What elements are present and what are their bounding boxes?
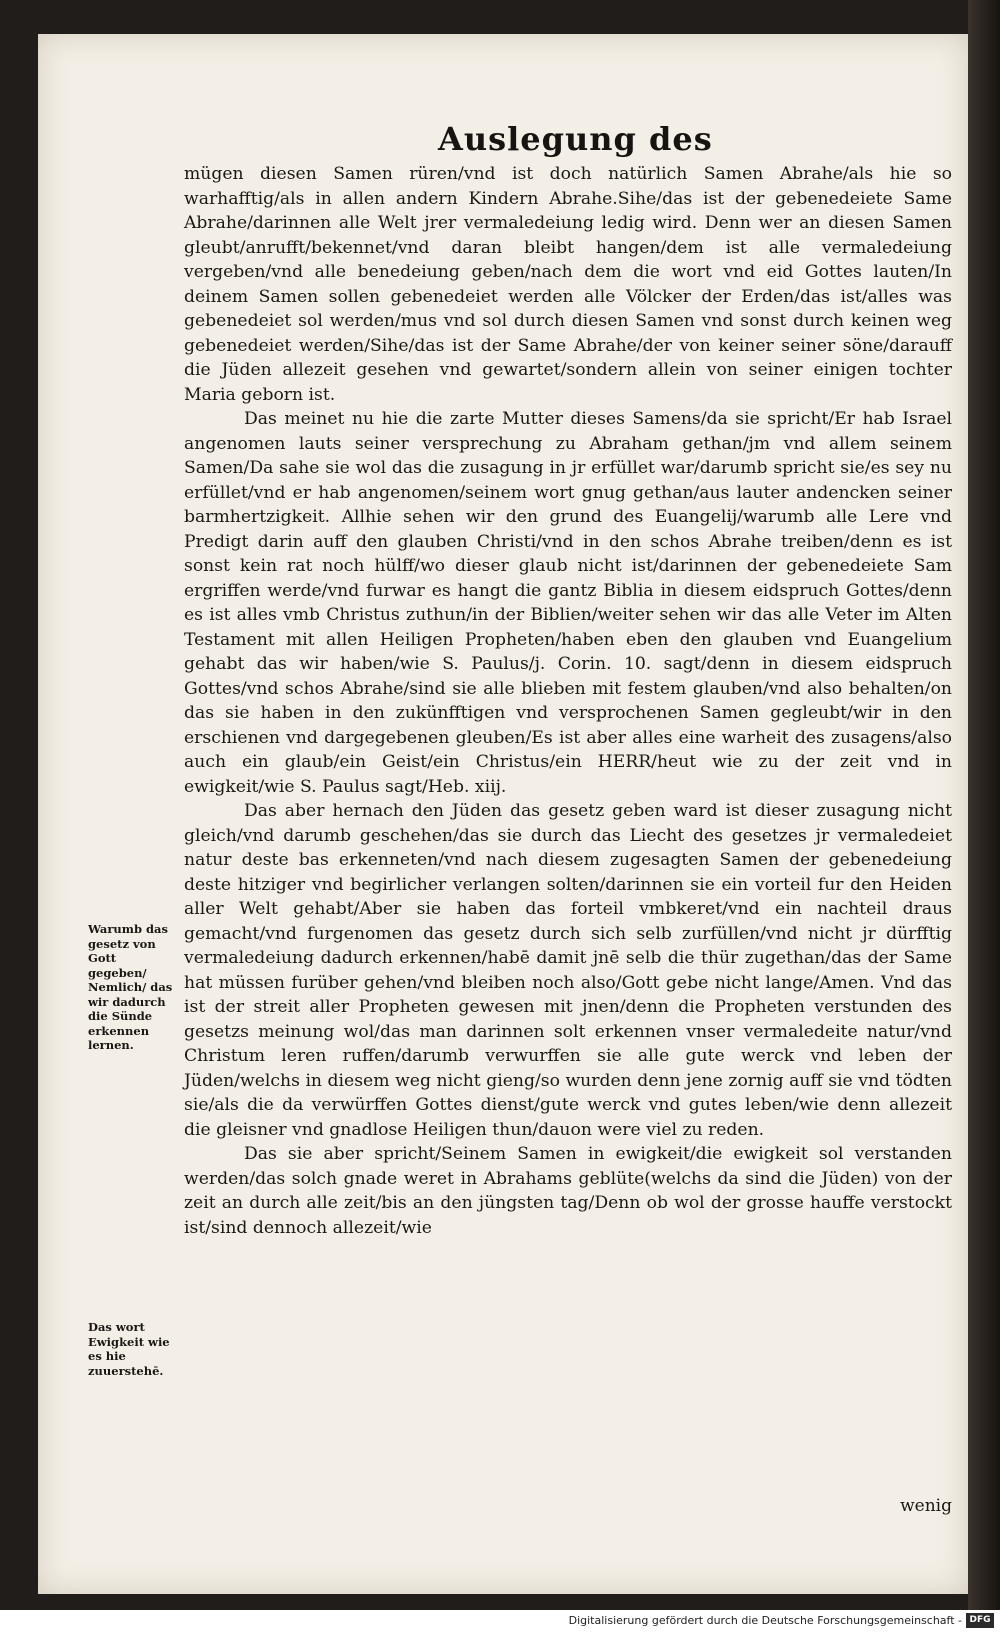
- paragraph: Das meinet nu hie die zarte Mutter dieses Samens/da sie spricht/Er hab Israel angenomen lauts seiner versprechung zu Abraham gethan/jm vnd allem seinem Samen/Da sahe sie wol das die zusagung in jr erfüllet war/darumb spricht sie/es sey nu erfüllet/vnd er hab angenomen/seinem wort gnug gethan/aus lauter andencken seiner barmhertzigkeit. Allhie sehen wir den grund des Euangelij/warumb alle Lere vnd Predigt darin auff den glauben Christi/vnd in den schos Abrahe treiben/denn es ist sonst kein rat noch hülff/wo dieser glaub nicht ist/darinnen der gebenedeiete Sam ergriffen werde/vnd furwar es hangt die gantz Biblia in diesem eidspruch Gottes/denn es ist alles vmb Christus zuthun/in der Biblien/weiter sehen wir das alle Veter im Alten Testament mit allen Heiligen Propheten/haben eben den glauben vnd Euangelium gehabt das wir haben/wie S. Paulus/j. Corin. 10. sagt/denn in diesem eidspruch Gottes/vnd schos Abrahe/sind sie alle blieben mit festem glauben/vnd also behalten/on das sie haben in den zukünfftigen vnd versprochenen Samen gegleubt/wir in den erschienen vnd dargegebenen gleuben/Es ist aber alles eine warheit des zusagens/also auch ein glaub/ein Geist/ein Christus/ein HERR/heut wie zu der zeit vnd in ewigkeit/wie S. Paulus sagt/Heb. xiij.: [184, 409, 952, 797]
- funding-credit: Digitalisierung gefördert durch die Deutsche Forschungsgemeinschaft -: [568, 1614, 962, 1627]
- paragraph: Das sie aber spricht/Seinem Samen in ewigkeit/die ewigkeit sol verstanden werden/das solch gnade weret in Abrahams geblüte(welchs da sind die Jüden) von der zeit an durch alle zeit/bis an den jüngsten tag/Denn ob wol der grosse hauffe verstockt ist/sind dennoch allezeit/wie: [184, 1144, 952, 1238]
- marginal-note: Das wort Ewigkeit wie es hie zuuerstehē.: [88, 1320, 170, 1378]
- catchword: wenig: [900, 1496, 952, 1516]
- book-spine-edge: [968, 0, 1000, 1610]
- paragraph: mügen diesen Samen rüren/vnd ist doch natürlich Samen Abrahe/als hie so warhafftig/als in allen andern Kindern Abrahe.Sihe/das ist der gebenedeiete Same Abrahe/darinnen alle Welt jrer vermaledeiung ledig wird. Denn wer an diesen Samen gleubt/anrufft/bekennet/vnd daran bleibt hangen/dem ist alle vermaledeiung vergeben/vnd alle benedeiung geben/nach dem die wort vnd eid Gottes lauten/In deinem Samen sollen gebenedeiet werden alle Völcker der Erden/das ist/alles was gebenedeiet sol werden/mus vnd sol durch diesen Samen vnd sonst durch keinen weg gebenedeiet werden/Sihe/das ist der Same Abrahe/der von keiner seiner söne/darauff die Jüden allezeit gesehen vnd gewartet/sondern allein von seiner einigen tochter Maria geborn ist.: [184, 164, 952, 405]
- running-heading: Auslegung des: [438, 120, 713, 158]
- paragraph: Das aber hernach den Jüden das gesetz geben ward ist dieser zusagung nicht gleich/vnd darumb geschehen/das sie durch das Liecht des gesetzes jr vermaledeiet natur deste bas erkenneten/vnd nach diesem zugesagten Samen der gebenedeiung deste hitziger vnd begirlicher verlangen solten/darinnen sie ein vorteil fur den Heiden aller Welt gehabt/Aber sie haben das forteil vmbkeret/vnd ein nachteil draus gemacht/vnd furgenomen das gesetz durch sich selb zurfüllen/vnd nicht jr dürfftig vermaledeiung dadurch erkennen/habē damit jnē selb die thür zugethan/das der Same hat müssen furüber gehen/vnd bleiben noch also/Gott gebe nicht lange/Amen. Vnd das ist der streit aller Propheten gewesen mit jnen/denn die Propheten verstunden des gesetzs meinung wol/das man darinnen solt erkennen vnser vermaledeite natur/vnd Christum leren ruffen/darumb verwurffen sie alle gute werck vnd leben der Jüden/welchs in diesem weg nicht gieng/so wurden denn jene zornig auff sie vnd tödten sie/als die da verwürffen Gottes dienst/gute werck vnd gutes leben/wie denn allezeit die gleisner vnd gnadlose Heiligen thun/dauon were viel zu reden.: [184, 801, 952, 1140]
- main-text-block: [184, 162, 952, 1516]
- dfg-logo: DFG: [966, 1613, 994, 1628]
- marginal-note: Warumb das gesetz von Gott gegeben/ Nemlich/ das wir dadurch die Sünde erkennen lernen.: [88, 922, 173, 1052]
- digitization-footer: [0, 1610, 1000, 1632]
- book-page: [38, 34, 968, 1594]
